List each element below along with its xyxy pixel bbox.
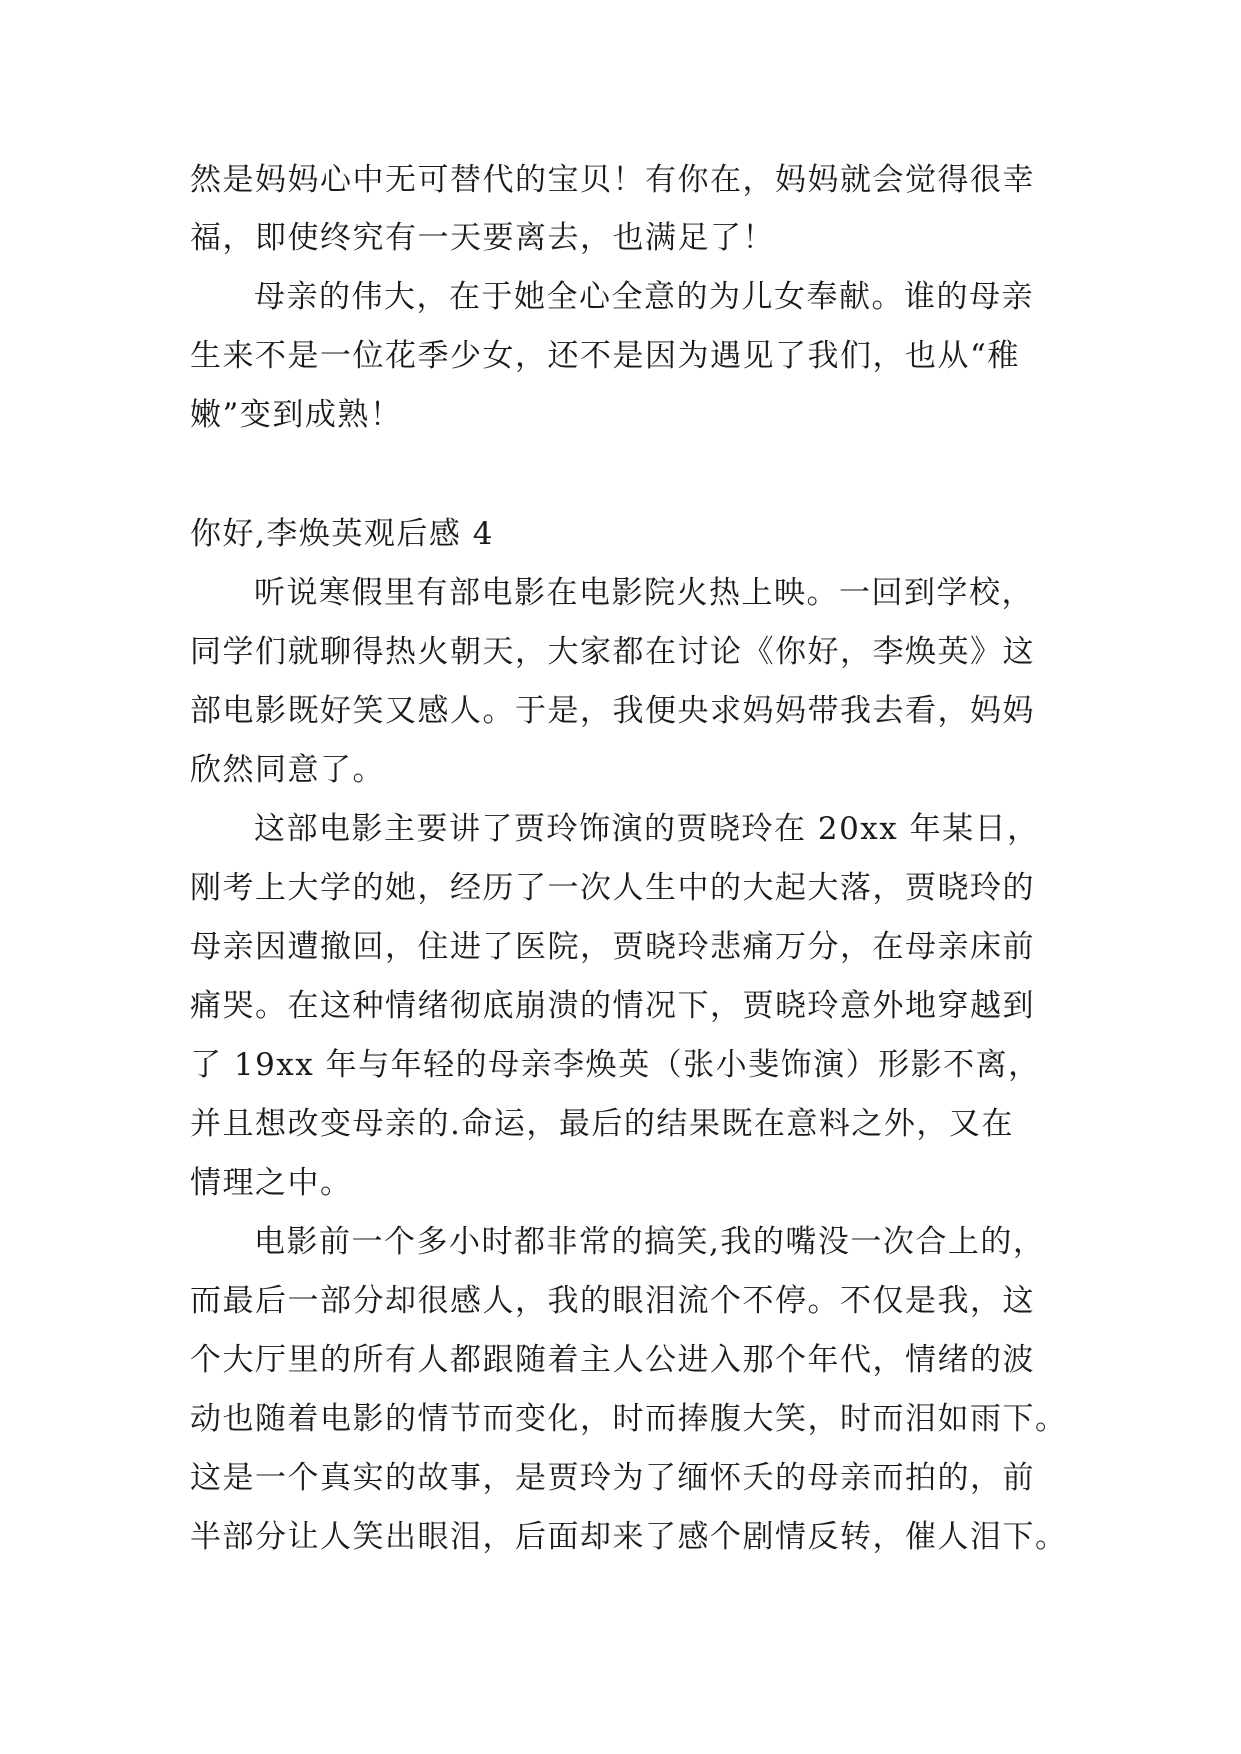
paragraph-line: 听说寒假里有部电影在电影院火热上映。一回到学校， [254, 575, 1034, 611]
paragraph-line: 电影前一个多小时都非常的搞笑,我的嘴没一次合上的， [254, 1224, 1046, 1260]
paragraph-line: 这是一个真实的故事，是贾玲为了缅怀夭的母亲而拍的，前 [190, 1460, 1035, 1496]
paragraph-line: 个大厅里的所有人都跟随着主人公进入那个年代，情绪的波 [190, 1342, 1035, 1378]
paragraph-line: 然是妈妈心中无可替代的宝贝！有你在，妈妈就会觉得很幸 [190, 162, 1035, 198]
paragraph-line: 并且想改变母亲的.命运，最后的结果既在意料之外，又在 [190, 1106, 1014, 1142]
paragraph-line: 生来不是一位花季少女，还不是因为遇见了我们，也从“稚 [190, 338, 1020, 374]
paragraph-line: 情理之中。 [190, 1165, 353, 1201]
paragraph-line: 动也随着电影的情节而变化，时而捧腹大笑，时而泪如雨下。 [190, 1401, 1068, 1437]
paragraph-line: 刚考上大学的她，经历了一次人生中的大起大落，贾晓玲的 [190, 870, 1035, 906]
paragraph-line: 了 19xx 年与年轻的母亲李焕英（张小斐饰演）形影不离， [190, 1047, 1041, 1083]
section-heading: 你好,李焕英观后感 4 [190, 516, 494, 552]
paragraph-line: 福，即使终究有一天要离去，也满足了！ [190, 220, 775, 256]
paragraph-line: 半部分让人笑出眼泪，后面却来了感个剧情反转，催人泪下。 [190, 1519, 1068, 1555]
paragraph-line: 欣然同意了。 [190, 752, 385, 788]
paragraph-line: 嫩”变到成熟！ [190, 397, 403, 433]
paragraph-line: 这部电影主要讲了贾玲饰演的贾晓玲在 20xx 年某日， [254, 811, 1040, 847]
paragraph-line: 母亲的伟大，在于她全心全意的为儿女奉献。谁的母亲 [254, 279, 1034, 315]
paragraph-line: 同学们就聊得热火朝天，大家都在讨论《你好，李焕英》这 [190, 634, 1035, 670]
paragraph-line: 痛哭。在这种情绪彻底崩溃的情况下，贾晓玲意外地穿越到 [190, 988, 1035, 1024]
paragraph-line: 部电影既好笑又感人。于是，我便央求妈妈带我去看，妈妈 [190, 693, 1035, 729]
paragraph-line: 而最后一部分却很感人，我的眼泪流个不停。不仅是我，这 [190, 1283, 1035, 1319]
paragraph-line: 母亲因遭撤回，住进了医院，贾晓玲悲痛万分，在母亲床前 [190, 929, 1035, 965]
